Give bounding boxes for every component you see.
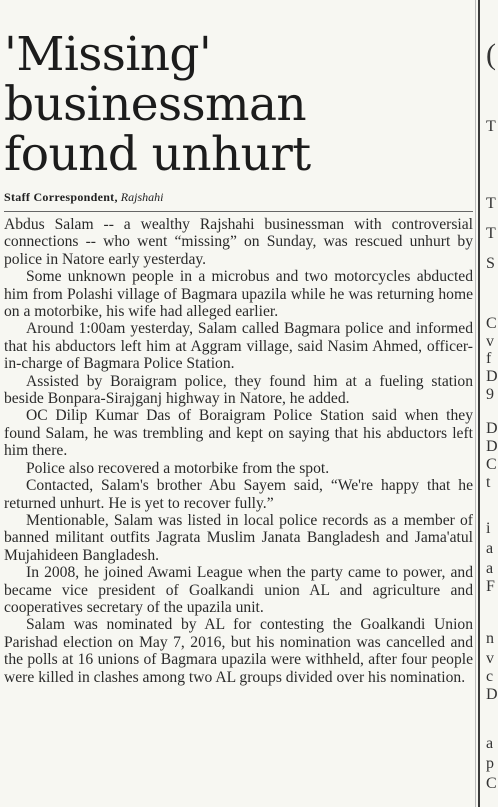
adjacent-fragment: C (486, 775, 497, 792)
adjacent-fragment: a (486, 735, 494, 752)
adjacent-fragment: T (486, 118, 496, 135)
byline-place: Rajshahi (120, 190, 164, 204)
paragraph: In 2008, he joined Awami League when the party came to power, and became vice president of Goalkandi union AL and agriculture and cooperatives secretary of the upazila unit. (4, 564, 473, 616)
adjacent-fragment: T (486, 195, 496, 212)
paragraph: Contacted, Salam's brother Abu Sayem said, “We're happy that he returned unhurt. He is yet to recover fully.” (4, 477, 473, 512)
byline (4, 189, 473, 205)
adjacent-fragment: D (486, 686, 498, 703)
article-body (4, 216, 473, 686)
adjacent-fragment: T (486, 225, 496, 242)
paragraph: Salam was nominated by AL for contesting the Goalkandi Union Parishad election on May 7, 2016, but his nomination was cancelled and the polls at 16 unions of Bagmara upazila were withheld, after four people were killed in clashes among two AL groups divided over his nomination. (4, 616, 473, 686)
byline-author: Staff Correspondent, (4, 190, 118, 204)
adjacent-column (484, 0, 498, 807)
paragraph: Abdus Salam -- a wealthy Rajshahi businessman with controversial connections -- who went “missing” on Sunday, was rescued unhurt by police in Natore early yesterday. (4, 216, 473, 268)
column-divider-light (475, 0, 476, 807)
paragraph: Some unknown people in a microbus and two motorcycles abducted him from Polashi village of Bagmara upazila while he was returning home on a motorbike, his wife had alleged earlier. (4, 268, 473, 321)
adjacent-fragment: F (486, 578, 495, 595)
byline-divider (4, 211, 473, 212)
adjacent-fragment: ( (486, 38, 496, 71)
adjacent-fragment: a (486, 540, 494, 557)
headline (4, 27, 473, 182)
adjacent-fragment: i (486, 520, 491, 537)
adjacent-fragment: D (486, 438, 498, 455)
paragraph: Around 1:00am yesterday, Salam called Bagmara police and informed that his abductors left him at Aggram village, said Nasim Ahmed, officer-in-charge of Bagmara Police Station. (4, 320, 473, 373)
adjacent-fragment: S (486, 255, 495, 272)
adjacent-fragment: C (486, 315, 497, 332)
adjacent-fragment: C (486, 456, 497, 473)
paragraph: Assisted by Boraigram police, they found him at a fueling station beside Bonpara-Sirajganj highway in Natore, he added. (4, 372, 473, 408)
paragraph: OC Dilip Kumar Das of Boraigram Police Station said when they found Salam, he was trembling and kept on saying that his abductors left him there. (4, 407, 473, 460)
paragraph: Mentionable, Salam was listed in local police records as a member of banned militant outfits Jagrata Muslim Janata Bangladesh and Jama'atul Mujahideen Bangladesh. (4, 511, 473, 564)
headline-line-1: 'Missing' businessman (4, 27, 307, 132)
adjacent-fragment: v (486, 650, 494, 667)
adjacent-fragment: c (486, 668, 494, 685)
column-divider (478, 0, 480, 807)
news-article (4, 0, 473, 807)
adjacent-fragment: p (486, 755, 494, 772)
adjacent-fragment: f (486, 350, 492, 367)
headline-line-2: found unhurt (4, 127, 311, 182)
adjacent-fragment: D (486, 420, 498, 437)
adjacent-fragment: a (486, 560, 494, 577)
adjacent-fragment: v (486, 333, 494, 350)
adjacent-fragment: n (486, 630, 494, 647)
adjacent-fragment: D (486, 368, 498, 385)
paragraph: Police also recovered a motorbike from the spot. (26, 459, 330, 477)
adjacent-fragment: t (486, 474, 491, 491)
adjacent-fragment: 9 (486, 386, 494, 403)
